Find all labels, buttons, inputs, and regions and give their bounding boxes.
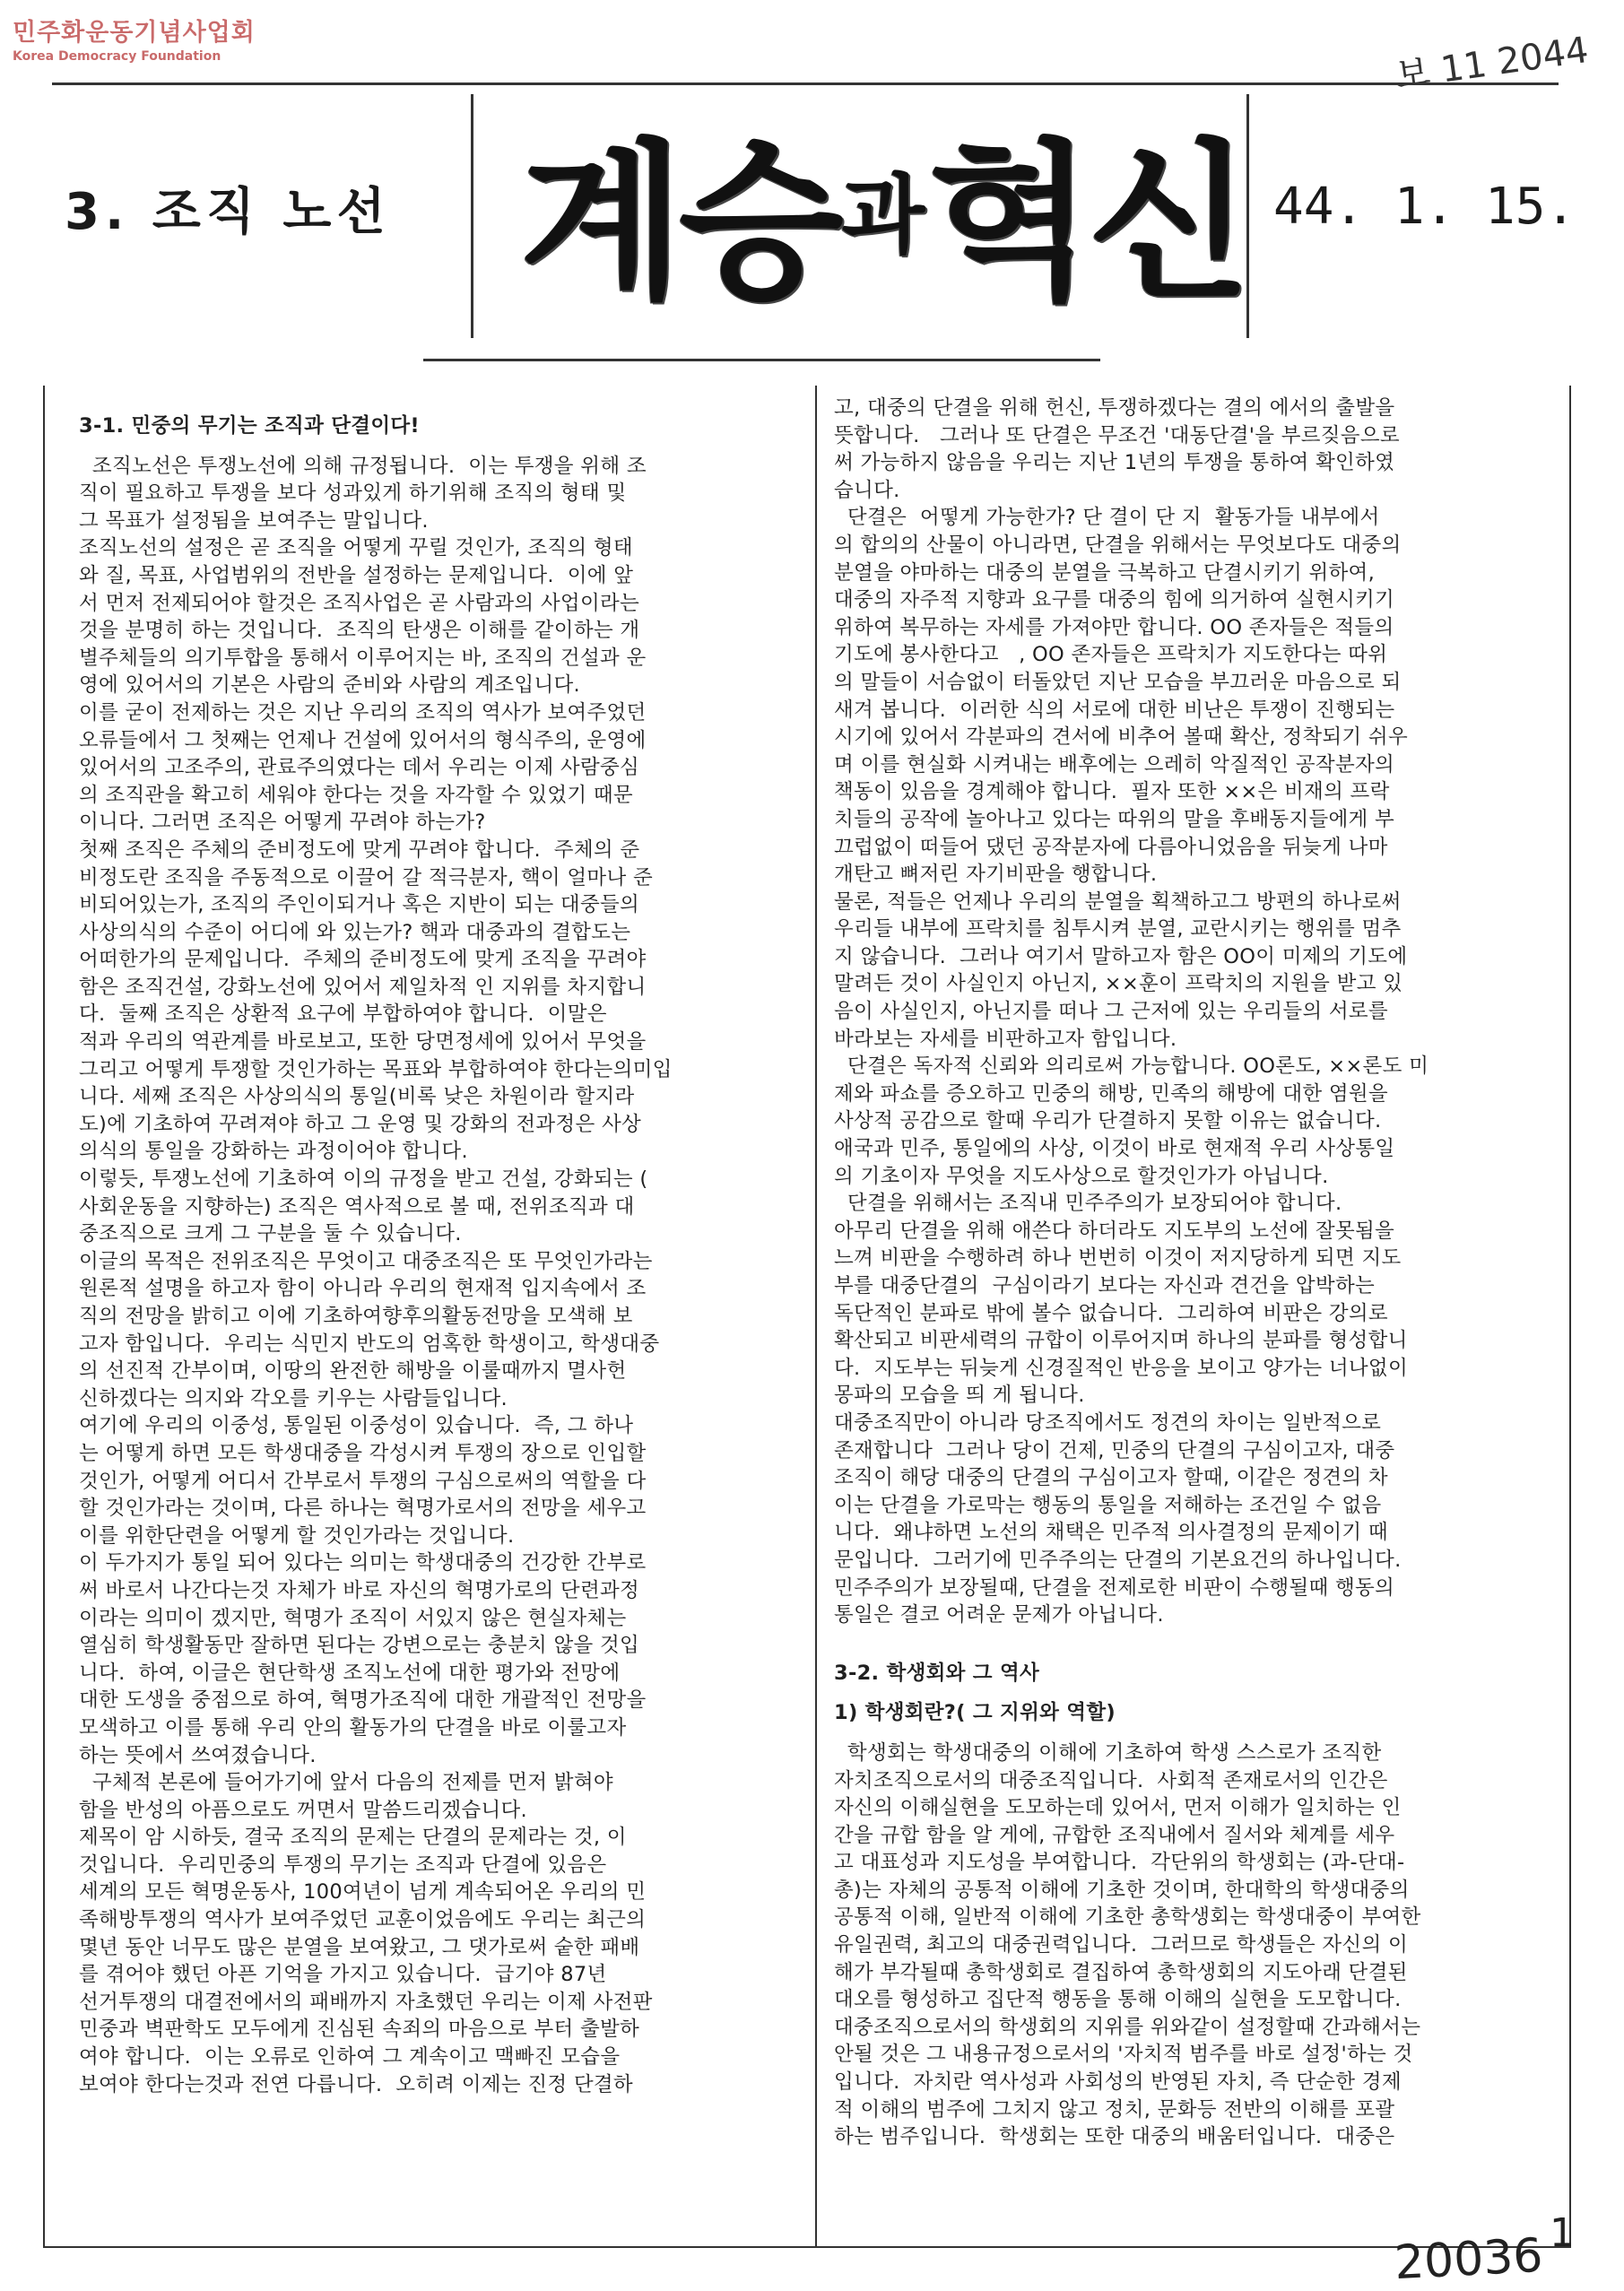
text-line: 보여야 한다는것과 전연 다릅니다. 오히려 이제는 진정 단결하 xyxy=(79,2072,633,2096)
text-line: 사상의식의 수준이 어디에 와 있는가? 핵과 대중과의 결합도는 xyxy=(79,920,631,944)
text-line: 직의 전망을 밝히고 이에 기초하여향후의활동전망을 모색해 보 xyxy=(79,1305,633,1328)
text-line: 조직노선은 투쟁노선에 의해 규정됩니다. 이는 투쟁을 위해 조 xyxy=(79,454,647,478)
subheading-student-council: 1) 학생회란?( 그 지위와 역할) xyxy=(834,1701,1116,1725)
text-line: 공통적 이해, 일반적 이해에 기초한 총학생회는 학생대중이 부여한 xyxy=(834,1905,1421,1930)
masthead-part2: 과 xyxy=(841,163,925,265)
section-heading-3-2: 3-2. 학생회와 그 역사 xyxy=(834,1661,1040,1685)
text-line: 단결을 위해서는 조직내 민주주의가 보장되어야 합니다. xyxy=(834,1192,1342,1216)
text-line: 안될 것은 그 내용규정으로서의 '자치적 범주를 바로 설정'하는 것 xyxy=(834,2043,1413,2067)
text-line: 함은 조직건설, 강화노선에 있어서 제일차적 인 지위를 차지합니 xyxy=(79,975,647,999)
text-line: 개탄고 뼈저린 자기비판을 행합니다. xyxy=(834,863,1158,887)
text-line: 열심히 학생활동만 잘하면 된다는 강변으로는 충분치 않을 것입 xyxy=(79,1634,640,1658)
text-line: 민주주의가 보장될때, 단결을 전제로한 비판이 수행될때 행동의 xyxy=(834,1575,1395,1600)
text-line: 물론, 적들은 언제나 우리의 분열을 획책하고그 방편의 하나로써 xyxy=(834,889,1402,914)
text-line: 아무리 단결을 위해 애쓴다 하더라도 지도부의 노선에 잘못됨을 xyxy=(834,1219,1395,1243)
text-line: 이니다. 그러면 조직은 어떻게 꾸려야 하는가? xyxy=(79,811,486,835)
text-line: 제와 파쇼를 증오하고 민중의 해방, 민족의 해방에 대한 염원을 xyxy=(834,1081,1388,1106)
text-line: 서 먼저 전제되어야 할것은 조직사업은 곧 사람과의 사업이라는 xyxy=(79,591,640,615)
text-line: 학생회는 학생대중의 이해에 기초하여 학생 스스로가 조직한 xyxy=(834,1740,1382,1765)
text-line: 다. 지도부는 뒤늦게 신경질적인 반응을 보이고 양가는 너나없이 xyxy=(834,1356,1408,1380)
text-line: 직이 필요하고 투쟁을 보다 성과있게 하기위해 조직의 형태 및 xyxy=(79,482,627,506)
masthead-part3: 혁신 xyxy=(928,121,1247,322)
text-line: 비정도란 조직을 주동적으로 이끌어 갈 적극분자, 핵이 얼마나 준 xyxy=(79,865,653,889)
text-line: 와 질, 목표, 사업범위의 전반을 설정하는 문제입니다. 이에 앞 xyxy=(79,563,634,587)
header-rule xyxy=(423,359,1100,361)
text-line: 새겨 봅니다. 이러한 식의 서로에 대한 비난은 투쟁이 진행되는 xyxy=(834,698,1395,722)
text-line: 책동이 있음을 경계해야 합니다. 필자 또한 ××은 비재의 프락 xyxy=(834,780,1390,804)
text-line: 자치조직으로서의 대중조직입니다. 사회적 존재로서의 인간은 xyxy=(834,1768,1388,1792)
text-line: 하는 뜻에서 쓰여졌습니다. xyxy=(79,1743,317,1767)
text-line: 하는 범주입니다. 학생회는 또한 대중의 배움터입니다. 대중은 xyxy=(834,2125,1395,2149)
watermark-org-english: Korea Democracy Foundation xyxy=(13,49,221,64)
text-line: 대한 도생을 중점으로 하여, 혁명가조직에 대한 개괄적인 전망을 xyxy=(79,1688,647,1713)
text-line: 선거투쟁의 대결전에서의 패배까지 자초했던 우리는 이제 사전판 xyxy=(79,1990,653,2014)
text-line: 끄럽없이 떠들어 댔던 공작분자에 다름아니었음을 뒤늦게 나마 xyxy=(834,835,1388,859)
text-line: 비되어있는가, 조직의 주인이되거나 혹은 지반이 되는 대중들의 xyxy=(79,893,640,917)
text-line: 습니다. xyxy=(834,478,900,502)
watermark-org-korean: 민주화운동기념사업회 xyxy=(13,19,256,47)
text-line: 는 어떻게 하면 모든 학생대중을 각성시켜 투쟁의 장으로 인입할 xyxy=(79,1441,647,1465)
column-divider xyxy=(815,386,817,2246)
text-line: 여야 합니다. 이는 오류로 인하여 그 계속이고 맥빠진 모습을 xyxy=(79,2045,621,2070)
text-line: 할 것인가라는 것이며, 다른 하나는 혁명가로서의 전망을 세우고 xyxy=(79,1497,647,1521)
text-line: 이 두가지가 통일 되어 있다는 의미는 학생대중의 건강한 간부로 xyxy=(79,1551,647,1575)
text-line: 이는 단결을 가로막는 행동의 통일을 저해하는 조건일 수 없음 xyxy=(834,1493,1382,1517)
text-line: 애국과 민주, 통일에의 사상, 이것이 바로 현재적 우리 사상통일 xyxy=(834,1137,1395,1161)
text-line: 조직노선의 설정은 곧 조직을 어떻게 꾸릴 것인가, 조직의 형태 xyxy=(79,536,633,560)
text-line: 써 바로서 나간다는것 자체가 바로 자신의 혁명가로의 단련과정 xyxy=(79,1578,640,1602)
text-line: 적과 우리의 역관계를 바로보고, 또한 당면정세에 있어서 무엇을 xyxy=(79,1030,647,1054)
text-line: 이글의 목적은 전위조직은 무엇이고 대중조직은 또 무엇인가라는 xyxy=(79,1249,653,1273)
section-label: 3. 조직 노선 xyxy=(65,183,391,241)
text-line: 몇년 동안 너무도 많은 분열을 보여왔고, 그 댓가로써 숱한 패배 xyxy=(79,1935,640,1959)
text-line: 총)는 자체의 공통적 이해에 기초한 것이며, 한대학의 학생대중의 xyxy=(834,1878,1410,1902)
right-column xyxy=(834,395,1551,2151)
text-line: 치들의 공작에 놀아나고 있다는 따위의 말을 후배동지들에게 부 xyxy=(834,807,1395,831)
text-line: 기도에 봉사한다고 , OO 존자들은 프락치가 지도한다는 따위 xyxy=(834,643,1388,667)
text-line: 말려든 것이 사실인지 아닌지, ××훈이 프락치의 지원을 받고 있 xyxy=(834,972,1403,996)
text-line: 오류들에서 그 첫째는 언제나 건설에 있어서의 형식주의, 운영에 xyxy=(79,728,647,752)
text-line: 입니다. 자치란 역사성과 사회성의 반영된 자치, 즉 단순한 경제 xyxy=(834,2070,1402,2095)
text-line: 신하겠다는 의지와 각오를 키우는 사람들입니다. xyxy=(79,1386,508,1410)
text-line: 지 않습니다. 그러나 여기서 말하고자 함은 OO이 미제의 기도에 xyxy=(834,944,1408,968)
text-line: 이를 위한단련을 어떻게 할 것인가라는 것입니다. xyxy=(79,1523,515,1548)
watermark xyxy=(13,13,256,64)
text-line: 조직이 해당 대중의 단결의 구심이고자 할때, 이같은 정견의 차 xyxy=(834,1466,1388,1490)
text-line: 통일은 결코 어려운 문제가 아닙니다. xyxy=(834,1603,1164,1627)
masthead-title xyxy=(498,100,1269,322)
text-line: 의식의 통일을 강화하는 과정이어야 합니다. xyxy=(79,1140,468,1164)
text-line: 중조직으로 크게 그 구분을 둘 수 있습니다. xyxy=(79,1222,462,1246)
text-line: 첫째 조직은 주체의 준비정도에 맞게 꾸려야 합니다. 주체의 준 xyxy=(79,837,640,862)
text-line: 단결은 어떻게 가능한가? 단 결이 단 지 활동가들 내부에서 xyxy=(834,506,1380,530)
text-line: 도)에 기초하여 꾸려져야 하고 그 운영 및 강화의 전과정은 사상 xyxy=(79,1112,642,1136)
text-line: 구체적 본론에 들어가기에 앞서 다음의 전제를 먼저 밝혀야 xyxy=(79,1771,613,1795)
text-line: 음이 사실인지, 아닌지를 떠나 그 근저에 있는 우리들의 서로를 xyxy=(834,1000,1388,1024)
text-line: 별주체들의 의기투합을 통해서 이루어지는 바, 조직의 건설과 운 xyxy=(79,646,647,670)
text-line: 니다. 왜냐하면 노선의 채택은 민주적 의사결정의 문제이기 때 xyxy=(834,1521,1388,1545)
text-line: 느껴 비판을 수행하려 하나 번번히 이것이 저지당하게 되면 지도 xyxy=(834,1246,1402,1271)
text-line: 자신의 이해실현을 도모하는데 있어서, 먼저 이해가 일치하는 인 xyxy=(834,1796,1402,1820)
text-line: 뜻합니다. 그러나 또 단결은 무조건 '대동단결'을 부르짖음으로 xyxy=(834,423,1400,447)
text-line: 원론적 설명을 하고자 함이 아니라 우리의 현재적 입지속에서 조 xyxy=(79,1277,647,1301)
text-line: 해가 부각될때 총학생회로 결집하여 총학생회의 지도아래 단결된 xyxy=(834,1960,1408,1984)
text-line: 이렇듯, 투쟁노선에 기초하여 이의 규정을 받고 건설, 강화되는 ( xyxy=(79,1167,648,1192)
text-line: 의 조직관을 확고히 세워야 한다는 것을 자각할 수 있었기 때문 xyxy=(79,783,633,807)
text-line: 대중조직으로서의 학생회의 지위를 위와같이 설정할때 간과해서는 xyxy=(834,2015,1421,2039)
text-line: 것을 분명히 하는 것입니다. 조직의 탄생은 이해를 같이하는 개 xyxy=(79,619,640,643)
text-line: 고자 함입니다. 우리는 식민지 반도의 엄혹한 학생이고, 학생대중 xyxy=(79,1332,660,1356)
text-line: 시기에 있어서 각분파의 견서에 비추어 볼때 확산, 정착되기 쉬우 xyxy=(834,725,1408,750)
text-line: 며 이를 현실화 시켜내는 배후에는 으레히 악질적인 공작분자의 xyxy=(834,752,1395,777)
text-line: 민중과 벽판학도 모두에게 진심된 속죄의 마음으로 부터 출발하 xyxy=(79,2018,640,2042)
text-line: 위하여 복무하는 자세를 가져야만 합니다. OO 존자들은 적들의 xyxy=(834,615,1394,639)
text-line: 대중조직만이 아니라 당조직에서도 정견의 차이는 일반적으로 xyxy=(834,1410,1382,1435)
text-line: 바라보는 자세를 비판하고자 함입니다. xyxy=(834,1027,1177,1051)
text-line: 그 목표가 설정됨을 보여주는 말입니다. xyxy=(79,508,429,533)
text-line: 사회운동을 지향하는) 조직은 역사적으로 볼 때, 전위조직과 대 xyxy=(79,1194,635,1219)
text-line: 문입니다. 그러기에 민주주의는 단결의 기본요건의 하나입니다. xyxy=(834,1548,1402,1572)
text-line: 함을 반성의 아픔으로도 꺼면서 말씀드리겠습니다. xyxy=(79,1798,527,1822)
text-line: 족해방투쟁의 역사가 보여주었던 교훈이었음에도 우리는 최근의 xyxy=(79,1908,647,1932)
text-line: 분열을 야마하는 대중의 분열을 극복하고 단결시키기 위하여, xyxy=(834,560,1376,585)
section-heading-3-1: 3-1. 민중의 무기는 조직과 단결이다! xyxy=(79,414,420,438)
text-line: 우리들 내부에 프락치를 침투시켜 분열, 교란시키는 행위를 멈추 xyxy=(834,917,1402,942)
right-column-body-2 xyxy=(834,1740,1551,2151)
text-line: 그리고 어떻게 투쟁할 것인가하는 목표와 부합하여야 한다는의미입 xyxy=(79,1057,673,1081)
text-line: 확산되고 비판세력의 규합이 이루어지며 하나의 분파를 형성합니 xyxy=(834,1329,1408,1353)
issue-date: 44. 1. 15. xyxy=(1273,178,1576,236)
handwritten-doc-number: 20036 xyxy=(1393,2228,1544,2291)
text-line: 의 말들이 서슴없이 터돌았던 지난 모습을 부끄러운 마음으로 되 xyxy=(834,670,1402,694)
text-line: 모색하고 이를 통해 우리 안의 활동가의 단결을 바로 이룰고자 xyxy=(79,1715,627,1740)
text-line: 단결은 독자적 신뢰와 의리로써 가능합니다. OO론도, ××론도 미 xyxy=(834,1054,1429,1079)
left-column xyxy=(79,395,796,2098)
text-line: 몽파의 모습을 띄 게 됩니다. xyxy=(834,1384,1085,1408)
page-mark: 1 xyxy=(1550,2210,1575,2256)
text-line: 여기에 우리의 이중성, 통일된 이중성이 있습니다. 즉, 그 하나 xyxy=(79,1414,634,1438)
text-line: 고 대표성과 지도성을 부여합니다. 각단위의 학생회는 (과-단대- xyxy=(834,1851,1405,1875)
text-line: 대중의 자주적 지향과 요구를 대중의 힘에 의거하여 실현시키기 xyxy=(834,588,1395,612)
text-line: 의 합의의 산물이 아니라면, 단결을 위해서는 무엇보다도 대중의 xyxy=(834,533,1402,557)
masthead-part1: 계승 xyxy=(519,121,838,322)
text-line: 고, 대중의 단결을 위해 헌신, 투쟁하겠다는 결의 에서의 출발을 xyxy=(834,396,1395,420)
text-line: 것입니다. 우리민중의 투쟁의 무기는 조직과 단결에 있음은 xyxy=(79,1853,607,1877)
text-line: 간을 규합 함을 알 게에, 규합한 조직내에서 질서와 체계를 세우 xyxy=(834,1823,1395,1847)
text-line: 제목이 암 시하듯, 결국 조직의 문제는 단결의 문제라는 것, 이 xyxy=(79,1826,627,1850)
text-line: 이라는 의미이 겠지만, 혁명가 조직이 서있지 않은 현실자체는 xyxy=(79,1606,627,1630)
text-line: 이를 굳이 전제하는 것은 지난 우리의 조직의 역사가 보여주었던 xyxy=(79,700,647,725)
text-line: 세계의 모든 혁명운동사, 100여년이 넘게 계속되어온 우리의 민 xyxy=(79,1880,647,1905)
text-line: 것인가, 어떻게 어디서 간부로서 투쟁의 구심으로써의 역할을 다 xyxy=(79,1469,647,1493)
text-line: 의 선진적 간부이며, 이땅의 완전한 해방을 이룰때까지 멸사헌 xyxy=(79,1359,627,1384)
handwritten-stamp: 보 11 2044 xyxy=(1393,29,1592,98)
header-divider-left xyxy=(471,94,473,338)
text-line: 대오를 형성하고 집단적 행동을 통해 이해의 실현을 도모합니다. xyxy=(834,1988,1402,2012)
text-line: 적 이해의 범주에 그치지 않고 정치, 문화등 전반의 이해를 포괄 xyxy=(834,2097,1395,2122)
text-line: 니다. 세째 조직은 사상의식의 통일(비록 낮은 차원이라 할지라 xyxy=(79,1085,635,1109)
text-line: 있어서의 고조주의, 관료주의였다는 데서 우리는 이제 사람중심 xyxy=(79,756,640,780)
text-line: 사상적 공감으로 할때 우리가 단결하지 못할 이유는 없습니다. xyxy=(834,1109,1382,1133)
text-line: 를 겪어야 했던 아픈 기억을 가지고 있습니다. 급기야 87년 xyxy=(79,1963,607,1987)
text-line: 다. 둘째 조직은 상환적 요구에 부합하여야 합니다. 이말은 xyxy=(79,1002,607,1027)
text-line: 독단적인 분파로 밖에 볼수 없습니다. 그리하여 비판은 강의로 xyxy=(834,1301,1388,1325)
text-line: 써 가능하지 않음을 우리는 지난 1년의 투쟁을 통하여 확인하였 xyxy=(834,451,1395,475)
right-column-body-1 xyxy=(834,395,1551,1629)
text-line: 의 기초이자 무엇을 지도사상으로 할것인가가 아닙니다. xyxy=(834,1164,1329,1188)
text-line: 존재합니다 그러나 당이 건제, 민중의 단결의 구심이고자, 대중 xyxy=(834,1438,1395,1462)
text-line: 유일권력, 최고의 대중권력입니다. 그러므로 학생들은 자신의 이 xyxy=(834,1933,1408,1957)
text-line: 부를 대중단결의 구심이라기 보다는 자신과 견건을 압박하는 xyxy=(834,1274,1376,1297)
text-line: 니다. 하여, 이글은 현단학생 조직노선에 대한 평가와 전망에 xyxy=(79,1661,621,1685)
text-line: 영에 있어서의 기본은 사람의 준비와 사람의 계조입니다. xyxy=(79,673,580,698)
text-line: 어떠한가의 문제입니다. 주체의 준비정도에 맞게 조직을 꾸려야 xyxy=(79,948,647,972)
left-column-body xyxy=(79,453,796,2099)
